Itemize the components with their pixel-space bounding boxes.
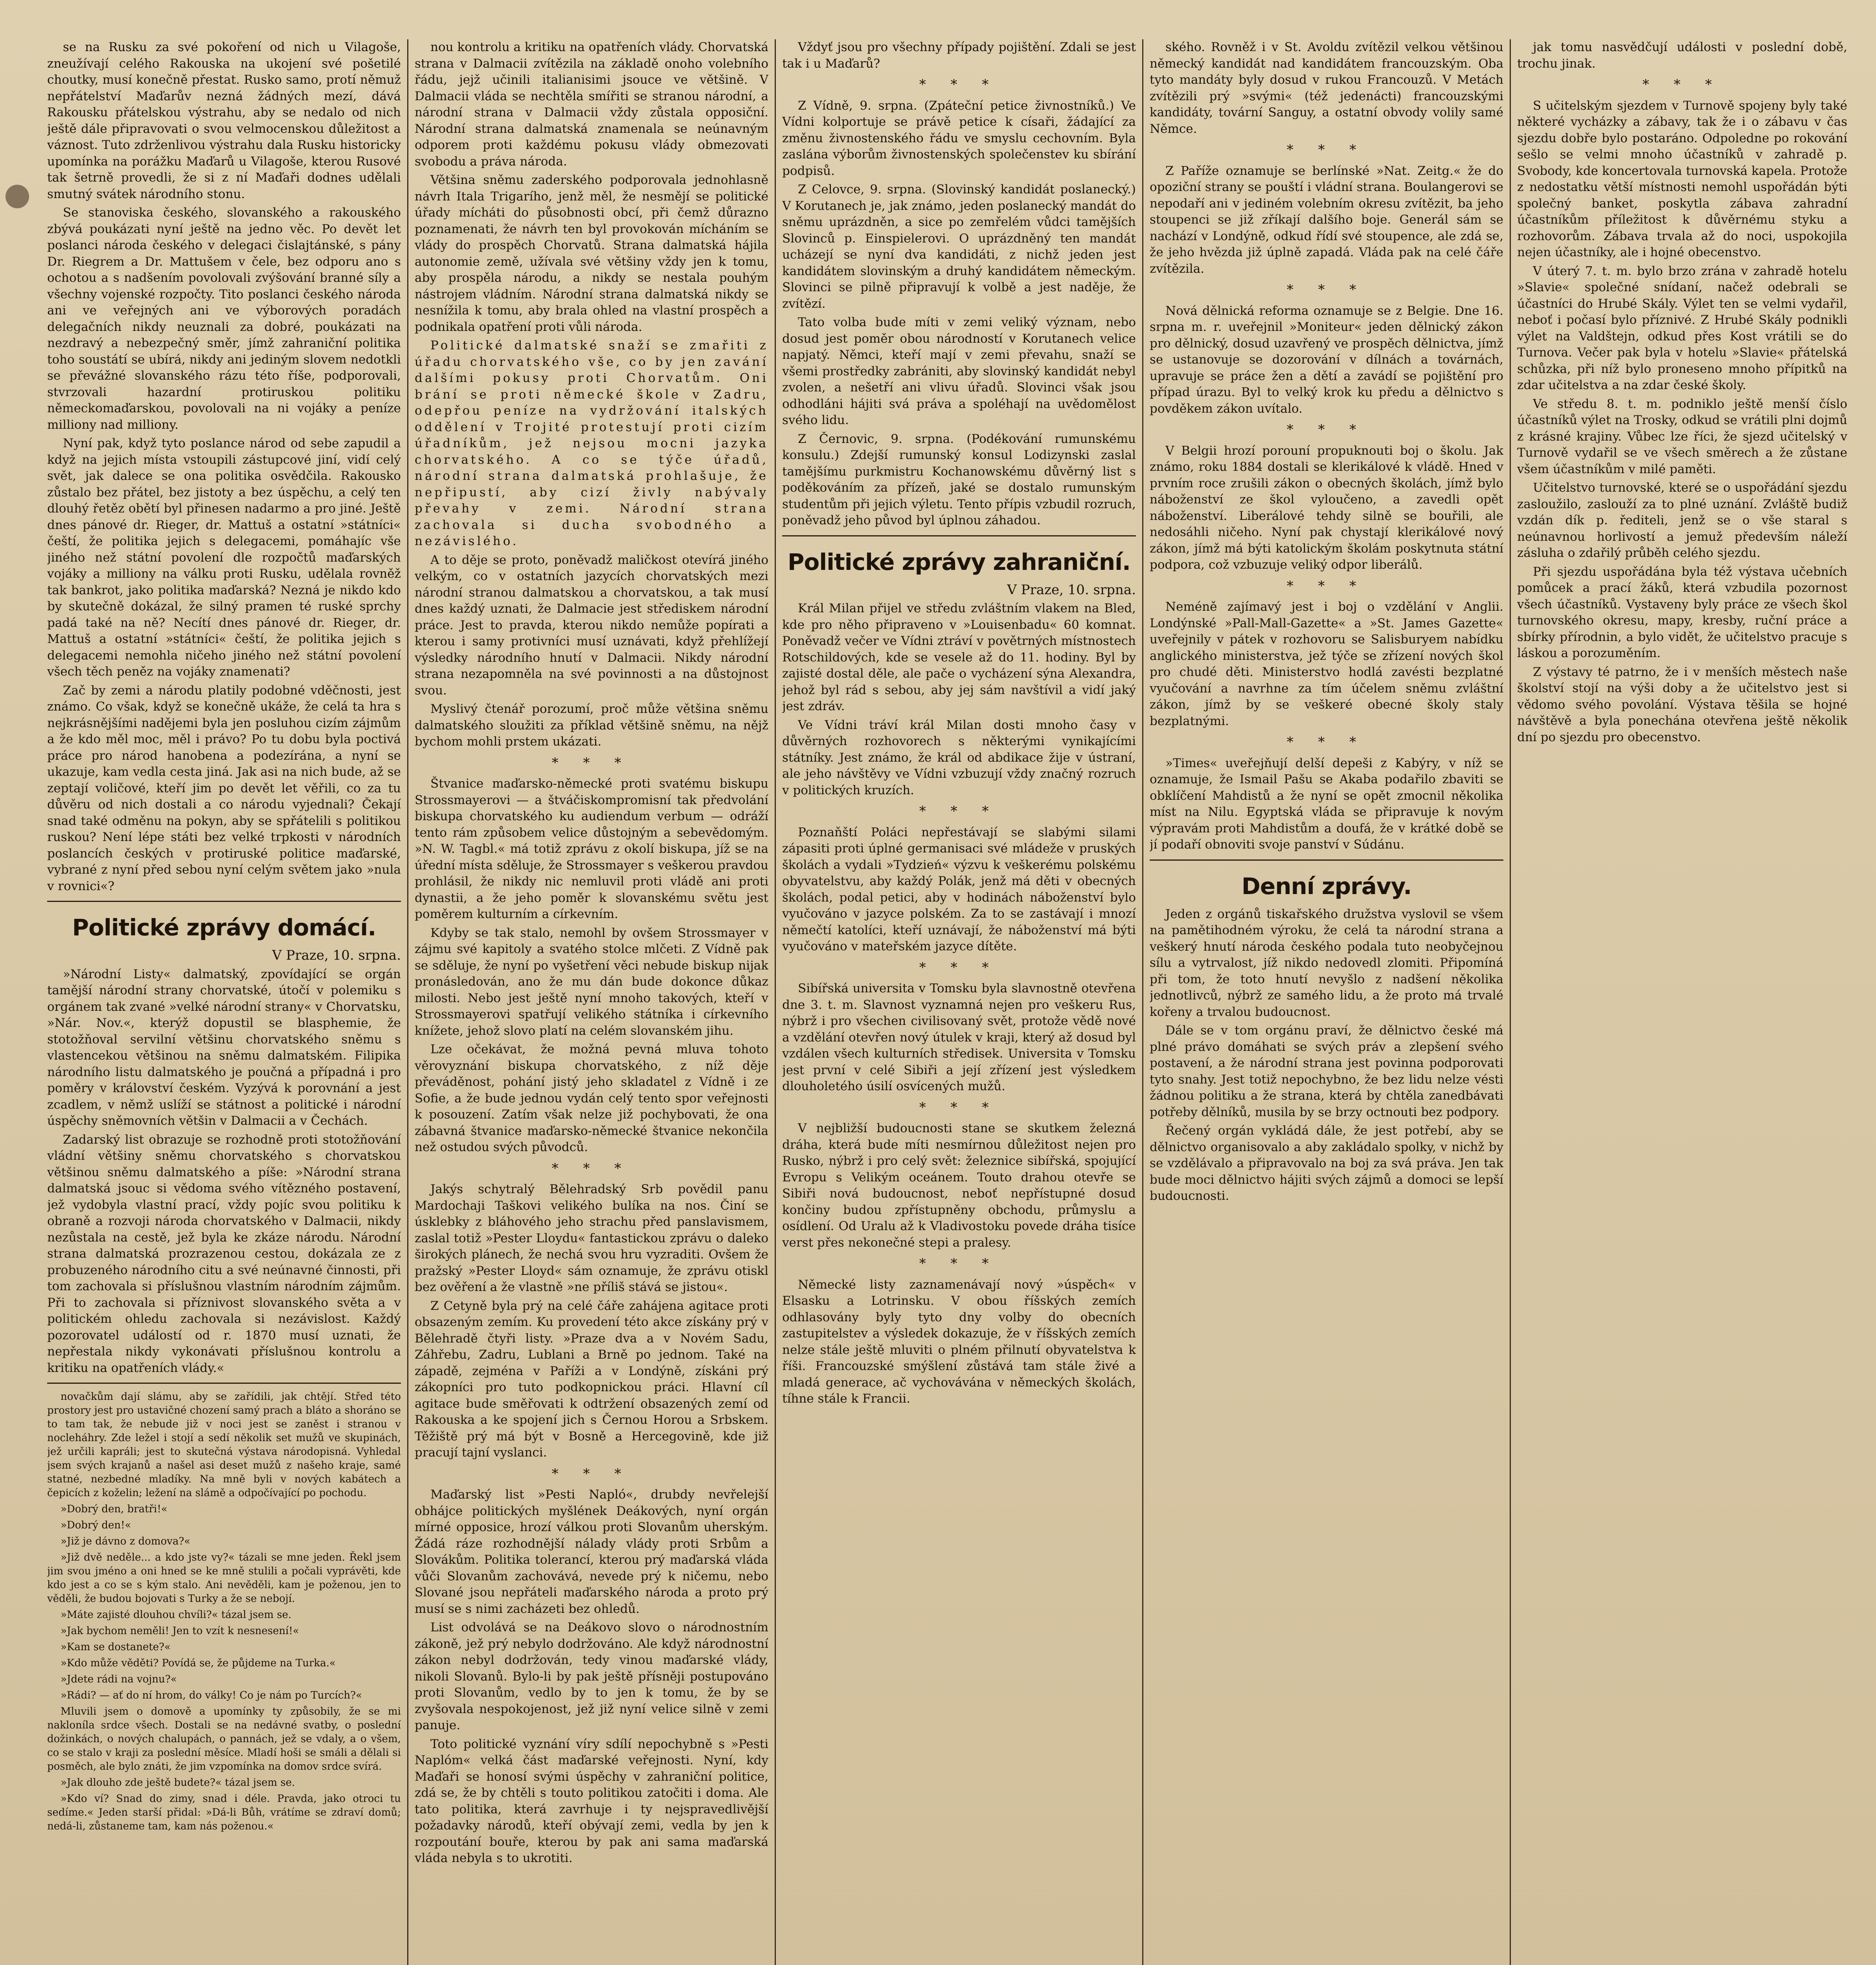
feuilleton-paragraph: »Máte zajisté dlouhou chvíli?« tázal jsem se. — [61, 1609, 292, 1621]
article-paragraph: V úterý 7. t. m. bylo brzo zrána v zahradě hotelu »Slavie« společné snídaní, načež odebrali se účastníci do Hrubé Skály. Výlet ten se velmi vydařil, neboť i počasí bylo příznivé. Z Hrubé Skály podnikli výlet na Valdštejn, odkud přes Kost vrátili se do Turnova. Večer pak byla v hotelu »Slavie« přátelská schůzka, při níž bylo proneseno mnoho přípitků na zdar učitelstva a na zdar české školy. — [1517, 264, 1847, 392]
article-paragraph: Se stanoviska českého, slovanského a rakouského zbývá poukázati nyní ještě na jedno věc. Po devět let poslanci národa českého v delegaci čislajtánské, s pány Dr. Riegrem a Dr. Mattušem v čele, bez odporu ano s ochotou a s nadšením povolovali zvýšování branné síly a všechny vojenské rozpočty. Tito poslanci českého národa ani ve veřejných ani ve výborových poradách delegačních nikdy neuznali za dobré, poukázati na nezdravý a nebezpečný směr, jímž zahraniční politika toho soustátí se ubírá, nikdy ani jediným slovem nedotkli se převážné slovanského rázu této říše, podporovali, stvrzovali hazardní protiruskou politiku německomaďarskou, povolovali na ni vojáky a peníze milliony nad milliony. — [47, 206, 401, 432]
column-4 — [1150, 39, 1503, 1965]
article-paragraph: Tato volba bude míti v zemi veliký význam, nebo dosud jest poměr obou národností v Korutanech velice napjatý. Němci, kteří mají v zemi převahu, snaží se všemi prostředky zabrániti, aby slovinský kandidát nebyl zvolen, a nešetří ani vlivu úřadů. Slovinci však jsou odhodláni hájiti svá práva a spoléhají na uvědomělost svého lidu. — [782, 315, 1136, 427]
separator-stars: * * * — [919, 1256, 999, 1271]
column-1 — [47, 39, 401, 1965]
feuilleton-paragraph: »Rádi? — ať do ní hrom, do války! Co je nám po Turcích?« — [61, 1690, 362, 1701]
separator-stars: * * * — [1286, 422, 1367, 437]
article-paragraph: jak tomu nasvědčují události v poslední době, trochu jinak. — [1517, 40, 1847, 71]
feuilleton-paragraph: »Dobrý den, bratři!« — [61, 1503, 167, 1515]
column-5 — [1517, 39, 1847, 1965]
feuilleton-paragraph: »Jak bychom neměli! Jen to vzít k nesnesení!« — [61, 1625, 299, 1637]
article-paragraph: Učitelstvo turnovské, které se o uspořádání sjezdu zasloužilo, zaslouží za to plné uznání. Zvláště budiž vzdán dík p. řediteli, jenž se o vše staral s neúnavnou horlivostí a jemuž především náleží zásluha o zdařilý průběh celého sjezdu. — [1517, 481, 1847, 560]
article-paragraph: Zač by zemi a národu platily podobné vděčnosti, jest známo. Co však, když se konečně ukáže, že celá ta hra s nejkrásnějšími nadějemi byla jen posluhou cizím zájmům a že kdo měl moc, měl i právo? Po tu dobu byla poctivá práce pro národ hanobena a podezírána, a nyní se ukazuje, kam vedla cesta jiná. Jak asi na nich bude, až se zeptají voličové, kteří jim po devět let věřili, co za tu důvěru od nich dostali a co národu vyjednali? Čekají snad také odměnu na pokyn, aby se spřátelili s politikou ruskou? Není lépe státi bez velké trpkosti v národních poslancích českých v protiruské politice maďarské, vybrané z nyní před sebou nyní celým světem jako »nula v rovnici«? — [47, 683, 401, 893]
article-paragraph: nou kontrolu a kritiku na opatřeních vlády. Chorvatská strana v Dalmacii zvítězila na základě onoho volebního řádu, jejž učinili italianisimi jsouce ve většině. V Dalmacii vláda se nechtěla smířiti se stranou národní, a národní strana v Dalmacii vždy zůstala opposiční. Národní strana dalmatská znamenala se neúnavným odporem proti každému pokusu vlády obmezovati svobodu a práva národa. — [415, 40, 768, 169]
separator-stars: * * * — [919, 959, 999, 975]
feuilleton-paragraph: Mluvili jsem o domově a upomínky ty způsobily, že se mi nakloníla srdce všech. Dostali se na nedávné svatby, o poslední dožinkách, o nových chalupách, o pannách, jež se vdaly, a o všem, co se stalo v kraji za poslední měsíce. Mladí hoši se smáli a dělali si posměch, ale bylo znáti, že jim vzpomínka na domov srdce svírá. — [47, 1706, 401, 1772]
separator-stars: * * * — [1642, 77, 1722, 92]
feuilleton-paragraph: »Již dvě neděle... a kdo jste vy?« tázali se mne jeden. Řekl jsem jim svou jméno a oni hned se ke mně stulili a počali vyprávěti, kde kdo jest a co se s kým stalo. Ani nevěděli, kam je poženou, jen to věděli, že budou bojovati s Turky a že se nebojí. — [47, 1552, 401, 1605]
separator-stars: * * * — [919, 803, 999, 819]
feuilleton-paragraph: novačkům dají slámu, aby se zařídili, jak chtějí. Střed této prostory jest pro ustavičné chození samý prach a bláto a shoráno se to tam tak, že nebude již v noci jest se zaněst i stranou v nocleháhry. Zde ležel i stojí a sedí několik set mužů ve skupinách, jež určili kapráli; jest to skutečná výstava národopisná. Vyhledal jsem svých krajanů a našel asi deset mužů z našeho kraje, samé statné, nezbedné mladíky. Na mně byli v nových kabátech a čepicích z koželin; ležení na slámě a odpočívající po pochodu. — [47, 1391, 401, 1499]
article-paragraph: Ve středu 8. t. m. podniklo ještě menší číslo účastníků výlet na Trosky, odkud se vrátili plni dojmů z krásné krajiny. Vůbec lze říci, že sjezd učitelský v Turnově vydařil se ve všech směrech a že zůstane všem účastníkům v milé paměti. — [1517, 397, 1847, 476]
column-rule — [1510, 39, 1511, 1965]
section-divider — [782, 535, 1136, 536]
article-paragraph: Sibířská universita v Tomsku byla slavnostně otevřena dne 3. t. m. Slavnost vyznamná nejen pro veškeru Rus, nýbrž i pro všechen civilisovaný svět, protože vědě nové a vzdělání otevřen nový útulek v kraji, který až dosud byl vzdálen všech kulturních středisek. Universita v Tomsku jest první v celé Sibiři a její zřízení jest výsledkem dlouholetého úsilí osvícených mužů. — [782, 981, 1136, 1093]
feuilleton-paragraph: »Již je dávno z domova?« — [61, 1535, 191, 1547]
column-rule — [407, 39, 408, 1965]
article-paragraph: Z Paříže oznamuje se berlínské »Nat. Zeitg.« že do opoziční strany se pouští i vládní strana. Boulangerovi se nepodaří ani v jediném volebním okresu zvítězit, ba jeho stoupenci se již zříkají dalšího boje. Generál sám se nachází v Londýně, odkud řídí své stoupence, ale zdá se, že jeho hvězda již úplně zapadá. Vláda pak na celé čáře zvítězila. — [1150, 163, 1503, 276]
article-paragraph: Z Vídně, 9. srpna. (Zpáteční petice živnostníků.) Ve Vídni kolportuje se právě petice k císaři, žádající za změnu živnostenského řádu ve smyslu cechovním. Byla zaslána výborům živnostenských společenstev ku sbírání podpisů. — [782, 98, 1136, 178]
article-paragraph: Jeden z orgánů tiskařského družstva vyslovil se všem na pamětihodném výroku, že celá ta národní strana a veškerý hnutí národa českého podala tuto neobyčejnou sílu a vytrvalost, jíž nikdo nedovedl zlomiti. Připomíná při tom, že toto hnutí nevyšlo z nadšení několika jednotlivců, nýbrž ze samého lidu, a že proto má trvalé kořeny a trvalou budoucnost. — [1150, 907, 1503, 1019]
article-paragraph: Jakýs schytralý Bělehradský Srb povědil panu Mardochaji Taškovi velikého bulíka na nos. Činí se úsklebky z bláhového jeho strachu před panslavismem, zaslal totiž »Pester Lloydu« fantastickou zprávu o daleko širokých plánech, že nechá svou hru vyzraditi. Ovšem že pražský »Pester Lloyd« sám oznamuje, že zprávu otiskl bez ověření a že vlastně »ne příliš stává se jistou«. — [415, 1182, 768, 1294]
article-paragraph: Nová dělnická reforma oznamuje se z Belgie. Dne 16. srpna m. r. uveřejnil »Moniteur« jeden dělnický zákon pro dělnický, dosud uzavřený ve prospěch dělnictva, jímž se ustanovuje se dozorování v dílnách a továrnách, upravuje se práce žen a dětí a zavádí se pojištění pro případ úrazu. Byl to velký krok ku předu a dělnictvo s povděkem zákon uvítalo. — [1150, 303, 1503, 416]
article-paragraph: Dále se v tom orgánu praví, že dělnictvo české má plné právo domáhati se svých práv a zlepšení svého postavení, a že národní strana jest povinna podporovati tyto snahy. Jest totiž nepochybno, že bez lidu nelze vésti žádnou politiku a že strana, která by chtěla zanedbávati potřeby dělníků, musila by se brzy octnouti bez podpory. — [1150, 1023, 1503, 1119]
feuilleton-paragraph: »Kam se dostanete?« — [61, 1641, 171, 1653]
article-paragraph: Lze očekávat, že možná pevná mluva tohoto věrovyznání biskupa chorvatského, z níž děje převáděnost, pohání jistý jeho skladatel z Vídně i ze Sofie, a že bude jednou vydán celý tento spor veřejnosti k posouzení. Zatím však nelze již pochybovati, že ona zábavná štvanice maďarsko-německé štvanice nekončila než ostudou svých původců. — [415, 1042, 768, 1154]
column-area — [47, 39, 1855, 1965]
article-paragraph: Při sjezdu uspořádána byla též výstava učebních pomůcek a prací žáků, která vzbudila pozornost všech účastníků. Vystaveny byly práce ze všech škol turnovského okresu, mapy, kresby, ruční práce a sbírky přírodnin, a bylo vidět, že učitelstvo pracuje s láskou a porozuměním. — [1517, 564, 1847, 660]
column-2 — [415, 39, 768, 1965]
article-paragraph: Král Milan přijel ve středu zvláštním vlakem na Bled, kde pro něho připraveno v »Louisenbadu« 60 komnat. Poněvadž večer ve Vídni ztráví v povětrných místnostech Rotschildových, kde se vesele až do 11. hodiny. Byl by zajisté dostal děle, ale pače o vycházení sýna Alexandra, jehož byl rád s sebou, aby jej sám navštívil a vidí jaký jest zdráv. — [782, 601, 1136, 713]
feuilleton-divider — [47, 1383, 401, 1384]
article-paragraph: Z Cetyně byla prý na celé čáře zahájena agitace proti obsazeným zemím. Ku provedení této akce získány prý v Bělehradě čtyři listy. »Praze dva a v Novém Sadu, Záhřebu, Zadru, Lublani a Brně po jednom. Také na západě, zejména v Paříži a v Londýně, získáni prý zákopníci pro tuto podkopnickou práci. Hlavní cíl agitace bude směřovati k odtržení obsazených zemí od Rakouska a ke spojení jich s Černou Horou a Srbskem. Těžiště prý má být v Bosně a Hercegovině, kde již pracují tajní vyslanci. — [415, 1298, 768, 1460]
section-heading-domestic: Politické zprávy domácí. — [72, 914, 376, 941]
article-paragraph: Neméně zajímavý jest i boj o vzdělání v Anglii. Londýnské »Pall-Mall-Gazette« a »St. James Gazette« uveřejnily v pátek v rozhovoru se Salisburyem nabídku anglického ministerstva, jež týče se zřízení nových škol pro chudé děti. Ministerstvo hodlá zavésti bezplatné vyučování a navrhne za tím účelem sněmu zvláštní zákon, jímž by se veškeré obecné školy staly bezplatnými. — [1150, 600, 1503, 728]
article-paragraph: Politické dalmatské snaží se zmařiti z úřadu chorvatského vše, co by jen zavání dalšími pokusy proti Chorvatům. Oni brání se proti německé škole v Zadru, odepřou peníze na vydržování italských oddělení v Trojité protestují proti cizím úřadníkům, jež nejsou mocni jazyka chorvatského. A co se týče úřadů, národní strana dalmatská prohlašuje, že nepřipustí, aby cizí živly nabývaly převahy v zemi. Národní strana zachovala si ducha svobodného a nezávislého. — [415, 338, 768, 548]
feuilleton-paragraph: »Jdete rádi na vojnu?« — [61, 1673, 177, 1685]
binding-hole-top — [6, 185, 29, 208]
feuilleton-paragraph: »Jak dlouho zde ještě budete?« tázal jsem se. — [61, 1777, 295, 1789]
column-rule — [775, 39, 776, 1965]
article-paragraph: Nyní pak, když tyto poslance národ od sebe zapudil a když na jejich místa vstoupili zástupcové jiní, vidí celý svět, jak dalece se ona politika osvědčila. Rakousko zůstalo bez přátel, bez jistoty a bez úspěchu, a celý ten dlouhý řetěz obětí byl přinesen nadarmo a pro jiné. Ještě dnes pánové dr. Rieger, dr. Mattuš a ostatní »státníci« čeští, že politika jejich s delegacemi, pomáhajíc vše jiného než státní povolení dle rozpočtů maďarských vojáky a milliony na válku proti Rusku, udělala rovněž tak bankrot, jako politika maďarská? Nezná je nikdo kdo by skutečně dokázal, že silný pramen té ruské sprchy padá také na ně? Necítí dnes pánové dr. Rieger, dr. Mattuš a ostatní »státníci« čeští, že politika jejich s delegacemi nemohla ničeho jiného než státní povolení všech těch peněz na vojáky znamenati? — [47, 436, 401, 679]
feuilleton-paragraph: »Kdo ví? Snad do zimy, snad i déle. Pravda, jako otroci tu sedíme.« Jeden starší přidal: »Dá-li Bůh, vrátíme se zdraví domů; nedá-li, zůstaneme tam, kam nás poženou.« — [47, 1793, 401, 1832]
article-paragraph: Z Celovce, 9. srpna. (Slovinský kandidát poslanecký.) V Korutanech je, jak známo, jeden poslanecký mandát do sněmu uprázdněn, a sice po zemřelém vůdci tamějších Slovinců p. Einspielerovi. O uprázdněný ten mandát ucházejí se nyní dva kandidáti, z nichž jeden jest kandidátem slovinským a druhý kandidátem německým. Slovinci se pilně připravují k volbě a jest naděje, že zvítězí. — [782, 182, 1136, 311]
article-paragraph: Poznaňští Poláci nepřestávají se slabými silami zápasiti proti úplné germanisaci své mládeže v pruských školách a vydali »Tydzień« výzvu k veškerému polskému obyvatelstvu, aby každý Polák, jenž má děti v obecných školách, podal petici, aby v hodinách náboženství bylo vyučováno v jazyce polském. Za to se zastávají i mnozí němečtí katolíci, kteří uznávají, že náboženství má býti vyučováno v mateřském jazyce dítěte. — [782, 825, 1136, 953]
feuilleton-paragraph: »Dobrý den!« — [61, 1519, 131, 1531]
article-paragraph: Ve Vídni tráví král Milan dosti mnoho časy v důvěrných rozhovorech s některými vynikajícími státníky. Jest známo, že král od abdikace žije v ústraní, ale jeho návštěvy ve Vídni vzbuzují vždy značný rozruch v politických kruzích. — [782, 718, 1136, 797]
article-paragraph: ského. Rovněž i v St. Avoldu zvítězil velkou většinou německý kandidát nad kandidátem francouzským. Oba tyto mandáty byly dosud v rukou Francouzů. V Metách zvítězili prý »svými« (též jedenácti) francouzskými kandidáty, tovární Sanguy, a ostatní obvody volily samé Němce. — [1150, 40, 1503, 136]
article-paragraph: Německé listy zaznamenávají nový »úspěch« v Elsasku a Lotrinsku. V obou říšských zemích odhlasovány byly tyto dny volby do obecních zastupitelstev a výsledek dokazuje, že v říšských zemích nelze stále ještě mluviti o plném přilnutí obyvatelstva k říši. Francouzské smýšlení zůstává tam stále živé a mladá generace, ač vychovávána v německých školách, tíhne stále k Francii. — [782, 1277, 1136, 1406]
separator-stars: * * * — [551, 1465, 632, 1482]
feuilleton — [47, 1390, 401, 1833]
separator-stars: * * * — [1286, 578, 1367, 594]
article-paragraph: se na Rusku za své pokoření od nich u Vilagoše, zneužívají celého Rakouska na ukojení své pošetilé choutky, musí konečně přestat. Rusko samo, protí němuž nepřátelství Maďarův nezná žádných mezí, dává Rakousku přátelskou výstrahu, aby se nedalo od nich ještě dále připravovati o svou velmocenskou důležitost a váznost. Tuto zdrženlivou výstrahu dala Rusku historicky upomínka na porážku Maďarů u Vilagoše, kterou Rusové tak šetrně provedli, že si z ní Maďaři dodnes udělali smutný svátek národního stonu. — [47, 40, 401, 201]
section-divider — [47, 901, 401, 902]
article-paragraph: List odvolává se na Deákovo slovo o národnostním zákoně, jež prý nebylo dodržováno. Ale když národnostní zákon nebyl dodržován, tedy vinou maďarské vlády, nikoli Slovanů. Bylo-li by pak ještě přísněji postupováno proti Slovanům, vedlo by to jen k tomu, že by se zvyšovala nespokojenost, jež již nyní velice silně v zemi panuje. — [415, 1620, 768, 1732]
article-paragraph: »Národní Listy« dalmatský, zpovídající se orgán tamější národní strany chorvatské, útočí v polemiku s orgánem tak zvané »velké národní strany« v Chorvatsku, »Nár. Nov.«, kterýž dopustil se blasphemie, že stotožňoval servilní většinu chorvatského sněmu s vlastencekou většinou na sněmu dalmatském. Filipika národního listu dalmatského je poučná a případná i pro poměry v království českém. Vyzývá k porovnání a jest zcadlem, v němž uslíží se státnost a politické i národní úspěchy sněmovních většin v Dalmacii a v Čechách. — [47, 967, 401, 1128]
article-paragraph: V nejbližší budoucnosti stane se skutkem železná dráha, která bude míti nesmírnou důležitost nejen pro Rusko, nýbrž i pro celý svět: železnice sibířská, spojující Evropu s Velikým oceánem. Touto drahou otevře se Sibiři nová budoucnost, neboť nepřístupné dosud končiny budou zpřístupněny obchodu, průmyslu a osídlení. Od Uralu až k Vladivostoku povede dráha tisíce verst přes nekonečné stepi a pralesy. — [782, 1121, 1136, 1250]
article-paragraph: Zadarský list obrazuje se rozhodně proti stotožňování vládní většiny sněmu chorvatského s chorvatskou většinou sněmu dalmatského a píše: »Národní strana dalmatská jsouc si vědoma svého vítězného postavení, jež vydobyla vlastní prací, vždy pojíc svou politiku k obraně a rozvoji národa chorvatského v Dalmacii, nikdy nezůstala na cestě, jež byla ke zkáze národu. Národní strana dalmatská prozrazenou cestou, dokázala ze z probuzeného národního citu a své neúnavné činnosti, při tom zachovala si příslušnou vlastním národním zájmům. Při to zachovala si příznivost slovanského světa a v politickém ohledu zachovala si nezávislost. Každý pozorovatel událostí od r. 1870 musí uznati, že nepřestala nikdy vykonávati příslušnou kontrolu a kritiku na opatřeních vlády.« — [47, 1132, 401, 1375]
article-paragraph: Řečený orgán vykládá dále, že jest potřebí, aby se dělnictvo organisovalo a aby zakládalo spolky, v nichž by se vzdělávalo a připravovalo na boj za svá práva. Jen tak bude moci dělnictvo hájiti svých zájmů a domoci se lepší budoucnosti. — [1150, 1124, 1503, 1203]
dateline-foreign: V Praze, 10. srpna. — [1007, 582, 1136, 598]
article-paragraph: »Times« uveřejňují delší depeši z Kabýry, v níž se oznamuje, že Ismail Pašu se Akaba podařilo zbaviti se obklíčení Mahdistů a že nyní se opět zmocnil několika míst na Nilu. Egyptská vláda se připravuje k novým výpravám proti Mahdistům a doufá, že v krátké době se jí podaří obnoviti svoje panství v Súdánu. — [1150, 756, 1503, 852]
article-paragraph: Toto politické vyznání víry sdílí nepochybně s »Pesti Naplóm« velká část maďarské veřejnosti. Nyní, kdy Maďaři se honosí svými úspěchy v zahraniční politice, zdá se, že by chtěli s touto politikou zatočiti i doma. Ale tato politika, která zavrhuje i ty nejspravedlivější požadavky národů, kteří obývají zemi, vedla by jen k rozpoutání bouře, kterou by pak ani sama maďarská vláda nebyla s to ukrotiti. — [415, 1737, 768, 1865]
separator-stars: * * * — [551, 1160, 632, 1176]
article-paragraph: Maďarský list »Pesti Napló«, drubdy nevřelejší obhájce politických myšlének Deákových, nyní orgán mírné opposice, hrozí válkou proti Slovanům uherským. Žádá ráze rozhodnější nálady vlády proti Srbům a Slovákům. Politika tolerancí, kterou prý maďarská vláda vůči Slovanům zachovává, nevede prý k ničemu, nebo Slované jsou nepřáteli maďarského národa a proto prý musí se s nimi zacházeti bez ohledů. — [415, 1488, 768, 1616]
separator-stars: * * * — [1286, 282, 1367, 298]
separator-stars: * * * — [919, 1099, 999, 1115]
article-paragraph: Z výstavy té patrno, že i v menších městech naše školství stojí na výši doby a že učitelstvo jest si vědomo svého povolání. Výstava těšila se hojné návštěvě a byla ponechána otevřena ještě několik dní po sjezdu pro obecenstvo. — [1517, 665, 1847, 744]
section-heading-foreign: Politické zprávy zahraniční. — [787, 548, 1131, 575]
article-paragraph: A to děje se proto, poněvadž maličkost otevírá jiného velkým, co v ostatních jazycích chorvatských mezi národní stranou dalmatskou a chorvatskou, a tak musí dnes každý uznati, že Dalmacie jest střediskem národní práce. Jest to pravda, kterou nikdo nemůže popírati a kterou i samy protivníci musí uznávati, když přehlížejí výsledky národního hnutí v Dalmacii. Nikdy národní strana nezapomněla na své povinnosti a na důstojnost svou. — [415, 553, 768, 698]
article-paragraph: S učitelským sjezdem v Turnově spojeny byly také některé vycházky a zábavy, tak že i o zábavu v čas sjezdu dobře bylo postaráno. Odpoledne po rokování sešlo se velmi mnoho účastníků v zahradě p. Svobody, kde koncertovala turnovská kapela. Protože z nedostatku větší místnosti nemohl uspořádán býti společný banket, poskytla zábava zahradní účastníkům příležitost k důvěrnému styku a rozhovorům. Zábava trvala až do noci, uspokojila nejen účastníky, ale i hojné obecenstvo. — [1517, 98, 1847, 259]
article-paragraph: Vždyť jsou pro všechny případy pojištění. Zdali se jest tak i u Maďarů? — [782, 40, 1136, 71]
separator-stars: * * * — [551, 755, 632, 771]
separator-stars: * * * — [1286, 734, 1367, 750]
dateline-domestic: V Praze, 10. srpna. — [272, 948, 401, 963]
column-rule — [1142, 39, 1143, 1965]
article-paragraph: Kdyby se tak stalo, nemohl by ovšem Strossmayer v zájmu své kapitoly a svatého stolce mlčeti. Z Vídně pak se sděluje, že nyní po vyšetření věci nebude biskup nijak pronásledován, ano že mu dán bude dokonce důkaz milosti. Nebo jest ještě nyní mnoho takových, kteří v Strossmayerovi spatřují velikého státníka i církevního knížete, jehož slovo platí na celém slovanském jihu. — [415, 926, 768, 1038]
article-paragraph: Z Černovic, 9. srpna. (Podékování rumunskému konsulu.) Zdejší rumunský konsul Lodizynski zaslal tamějšímu purkmistru Kochanowskému důvěrný list s poděkováním za přízeň, jaké se dostalo rumunským studentům při jejich výletu. Tento přípis vzbudil rozruch, poněvadž jeho původ byl úplnou záhadou. — [782, 432, 1136, 527]
article-paragraph: V Belgii hrozí porouní propuknouti boj o školu. Jak známo, roku 1884 dostali se klerikálové k vládě. Hned v prvním roce zrušili zákon o obecných školách, jímž bylo náboženství ze škol vyloučeno, a zavedli opět náboženství. Liberálové tehdy silně se bouřili, ale nedosáhli ničeho. Nyní pak chystají klerikálové nový zákon, jímž má býti katolickým školám poskytnuta státní podpora, což vzbuzuje veliký odpor liberálů. — [1150, 443, 1503, 572]
feuilleton-paragraph: »Kdo může věděti? Povídá se, že půjdeme na Turka.« — [61, 1657, 336, 1669]
section-heading-daily: Denní zprávy. — [1241, 872, 1412, 900]
article-paragraph: Štvanice maďarsko-německé proti svatému biskupu Strossmayerovi — a štváčiskompromisní tak předvolání biskupa chorvatského ku audiendum verbum — odráží tento rám způsobem velice důstojným a sebevědomým. »N. W. Tagbl.« má totiž zprávu z okolí biskupa, jíž se na úřední místa sděluje, že Strossmayer s veškerou pravdou prohlásil, že nikdy nic nemluvil proti vládě ani proti dynastii, a že jeho poměr k slovanskému světu jest poměrem kulturním a církevním. — [415, 777, 768, 921]
article-paragraph: Většina sněmu zaderského podporovala jednohlasně návrh Itala Trigarího, jenž měl, že nesmějí se politické úřady mícháti do působnosti obcí, při čemž důrazno poznamenati, že návrh ten byl provokován mícháním se vlády do prospěch Chorvatů. Strana dalmatská hájila autonomie země, užívala své většiny vždy jen k tomu, aby prospěla národu, a nikdy se nestala pouhým nástrojem vládním. Národní strana dalmatská nikdy se nesnížila k tomu, aby brala ohled na vlastní prospěch a podnikala opatření proti vůli národa. — [415, 173, 768, 334]
article-paragraph: Myslivý čtenář porozumí, proč může většina sněmu dalmatského sloužiti za příklad většině sněmu, na nějž bychom mohli prstem ukázati. — [415, 702, 768, 749]
separator-stars: * * * — [919, 77, 999, 92]
column-3 — [782, 39, 1136, 1965]
separator-stars: * * * — [1286, 142, 1367, 158]
section-divider — [1150, 859, 1503, 861]
